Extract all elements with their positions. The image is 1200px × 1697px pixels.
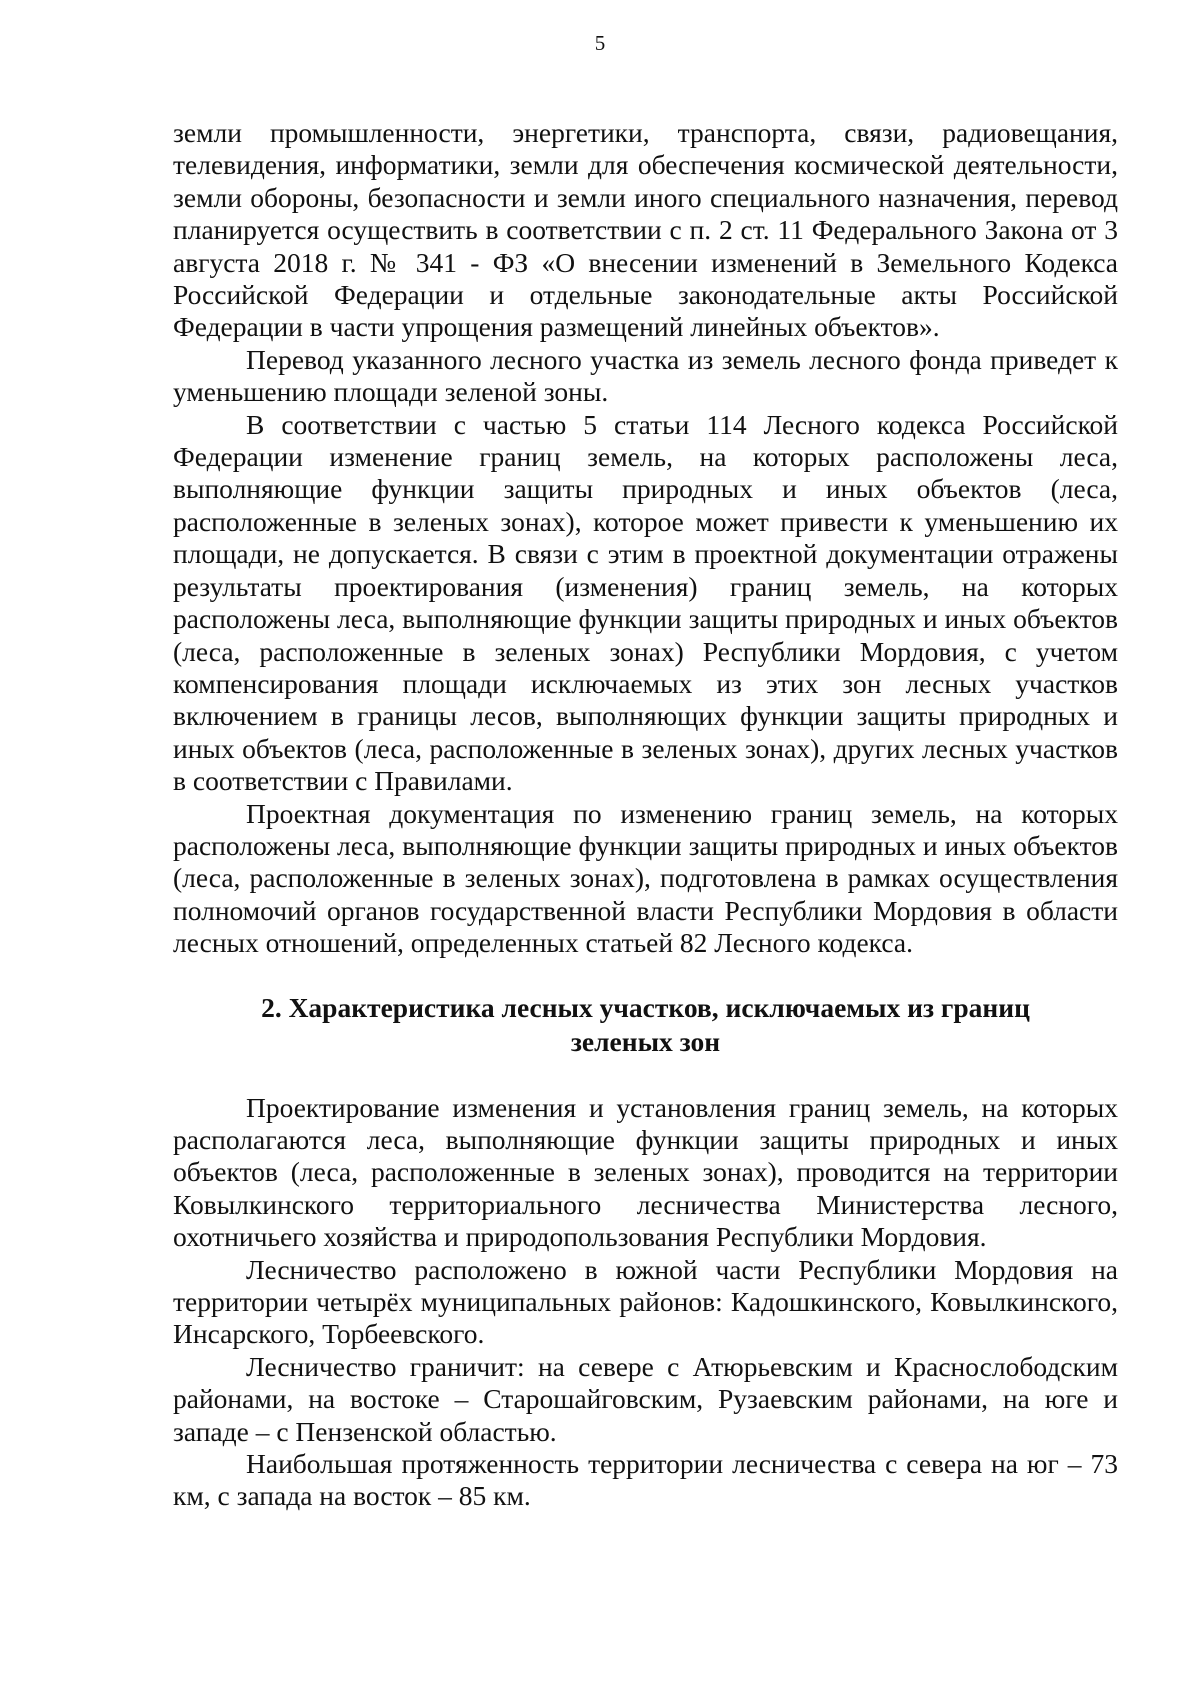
paragraph: Проектная документация по изменению границ земель, на которых расположены леса, выполняющие функции защиты природных и иных объектов (леса, расположенные в зеленых зонах), подготовлена в рамках осуществления полномочий органов государственной власти Республики Мордовия в области лесных отношений, определенных статьей 82 Лесного кодекса. [173, 797, 1118, 959]
document-body [173, 117, 1118, 1513]
section-heading: 2. Характеристика лесных участков, исключаемых из границ зеленых зон [261, 991, 1030, 1057]
paragraph: Наибольшая протяженность территории лесничества с севера на юг – 73 км, с запада на восток – 85 км. [173, 1448, 1118, 1512]
page-number: 5 [594, 31, 606, 55]
paragraph: Перевод указанного лесного участка из земель лесного фонда приведет к уменьшению площади зеленой зоны. [173, 343, 1118, 408]
paragraph-continuation: земли промышленности, энергетики, транспорта, связи, радиовещания, телевидения, информатики, земли для обеспечения космической деятельности, земли обороны, безопасности и земли иного специального назначения, перевод планируется осуществить в соответствии с п. 2 ст. 11 Федерального Закона от 3 августа 2018 г. № 341 - ФЗ «О внесении изменений в Земельного Кодекса Российской Федерации и отдельные законодательные акты Российской Федерации в части упрощения размещений линейных объектов». [173, 117, 1118, 343]
paragraph: В соответствии с частью 5 статьи 114 Лесного кодекса Российской Федерации изменение границ земель, на которых расположены леса, выполняющие функции защиты природных и иных объектов (леса, расположенные в зеленых зонах), которое может привести к уменьшению их площади, не допускается. В связи с этим в проектной документации отражены результаты проектирования (изменения) границ земель, на которых расположены леса, выполняющие функции защиты природных и иных объектов (леса, расположенные в зеленых зонах) Республики Мордовия, с учетом компенсирования площади исключаемых из этих зон лесных участков включением в границы лесов, выполняющих функции защиты природных и иных объектов (леса, расположенные в зеленых зонах), других лесных участков в соответствии с Правилами. [173, 408, 1118, 797]
paragraph: Лесничество расположено в южной части Республики Мордовия на территории четырёх муниципальных районов: Кадошкинского, Ковылкинского, Инсарского, Торбеевского. [173, 1253, 1118, 1350]
paragraph: Проектирование изменения и установления границ земель, на которых располагаются леса, выполняющие функции защиты природных и иных объектов (леса, расположенные в зеленых зонах), проводится на территории Ковылкинского территориального лесничества Министерства лесного, охотничьего хозяйства и природопользования Республики Мордовия. [173, 1091, 1118, 1253]
paragraph: Лесничество граничит: на севере с Атюрьевским и Краснослободским районами, на востоке – Старошайговским, Рузаевским районами, на юге и западе – с Пензенской областью. [173, 1350, 1118, 1447]
